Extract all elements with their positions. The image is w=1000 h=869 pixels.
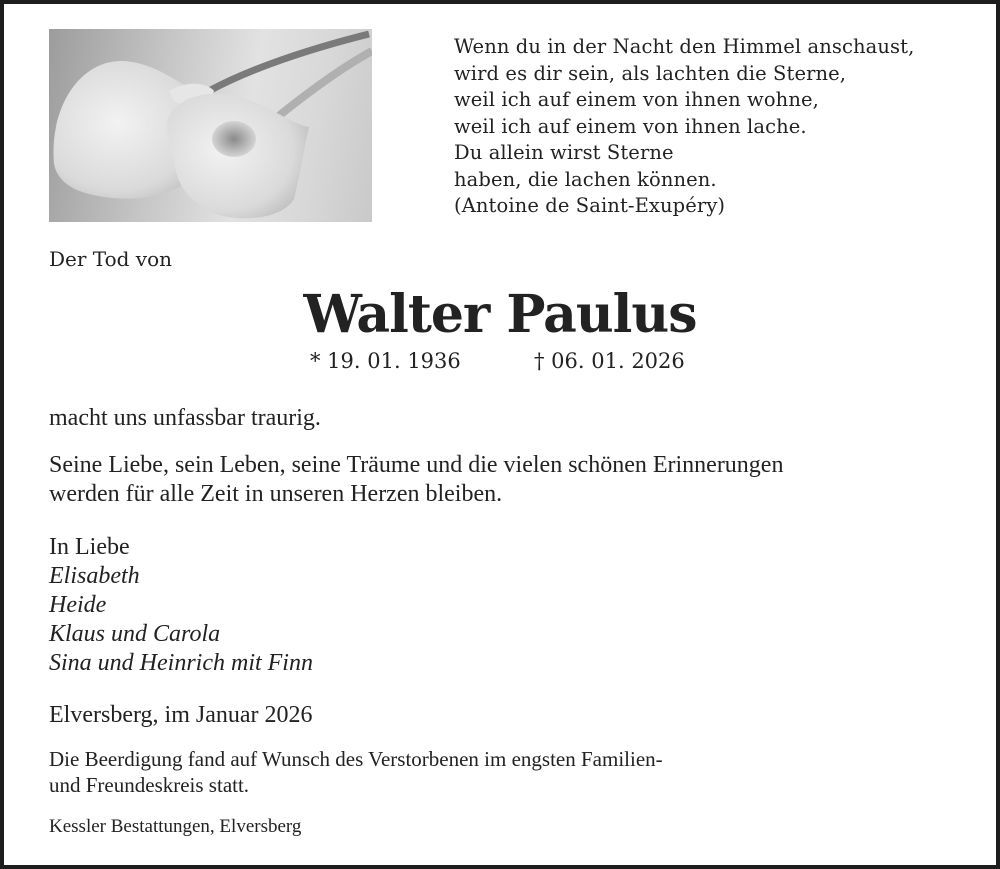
sentiment-line: macht uns unfassbar traurig.	[49, 405, 321, 431]
poem-author: (Antoine de Saint-Exupéry)	[454, 194, 726, 217]
deceased-name: Walter Paulus	[303, 284, 697, 345]
memory-line-2: werden für alle Zeit in unseren Herzen bleiben.	[49, 481, 503, 507]
mourner-name: Sina und Heinrich mit Finn	[49, 650, 313, 676]
poem-line: wird es dir sein, als lachten die Sterne,	[454, 61, 847, 85]
poem-line: weil ich auf einem von ihnen wohne,	[454, 88, 819, 111]
birth-date: * 19. 01. 1936	[310, 349, 461, 373]
death-date: † 06. 01. 2026	[534, 349, 685, 373]
intro-text: Der Tod von	[49, 247, 172, 271]
poem-quote	[454, 34, 914, 220]
obituary-notice	[4, 4, 996, 865]
poem-line: weil ich auf einem von ihnen lache.	[454, 114, 807, 138]
funeral-note-line-1: Die Beerdigung fand auf Wunsch des Verstorbenen im engsten Familien-	[49, 747, 663, 771]
place-date: Elversberg, im Januar 2026	[49, 702, 313, 728]
poem-line: Du allein wirst Sterne	[454, 141, 674, 164]
funeral-note-line-2: und Freundeskreis statt.	[49, 773, 250, 797]
undertaker: Kessler Bestattungen, Elversberg	[49, 816, 302, 837]
poem-line: Wenn du in der Nacht den Himmel anschaust,	[454, 35, 915, 58]
memory-line-1: Seine Liebe, sein Leben, seine Träume und die vielen schönen Erinnerungen	[49, 452, 784, 478]
mourners-heading: In Liebe	[49, 534, 130, 560]
calla-lily-image	[49, 29, 372, 222]
poem-line: haben, die lachen können.	[454, 167, 717, 191]
mourner-name: Klaus und Carola	[49, 621, 221, 647]
mourner-name: Heide	[49, 592, 107, 618]
mourner-name: Elisabeth	[49, 563, 140, 589]
